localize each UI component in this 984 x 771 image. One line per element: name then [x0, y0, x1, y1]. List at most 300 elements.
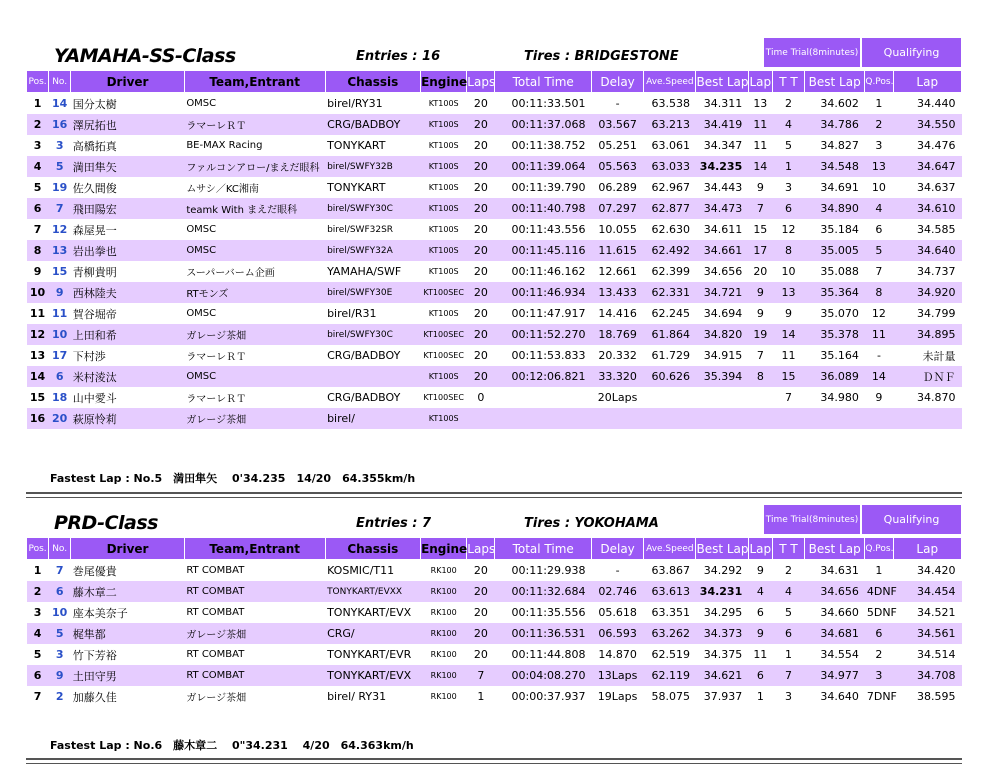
cell-car-number: 5 [49, 623, 71, 644]
table-row [27, 366, 962, 387]
cell-car-number: 10 [49, 324, 71, 345]
cell-ave-speed: 62.245 [651, 307, 690, 320]
cell-qualifying-position: 14 [865, 366, 893, 387]
cell-tt-position: 10 [781, 265, 796, 278]
cell-engine: KT100SEC [423, 393, 464, 402]
cell-ave-speed: 61.864 [644, 324, 696, 345]
cell-pos: 2 [27, 114, 49, 135]
cell-best-lap: 34.311 [703, 97, 743, 110]
cell-tt-best-lap: 34.602 [820, 97, 859, 110]
cell-driver: 座本美奈子 [72, 606, 128, 620]
cell-total-time: 00:11:53.833 [511, 349, 586, 362]
cell-best-lap-number: 11 [753, 648, 768, 661]
cell-tt-best-lap: 34.656 [805, 581, 865, 602]
cell-total-time: 00:11:45.116 [495, 240, 592, 261]
cell-team: RT COMBAT [184, 665, 325, 686]
cell-tt-best-lap: 36.089 [805, 366, 865, 387]
column-header-qualifying-position: Q.Pos. [865, 71, 893, 93]
cell-team: ガレージ茶畑 [184, 324, 325, 345]
section-title-bar [26, 504, 962, 537]
cell-tt-position: 14 [772, 324, 804, 345]
entries-count: Entries : 16 [356, 49, 441, 64]
time-trial-header: Time Trial(8minutes) [763, 37, 861, 68]
cell-pos: 12 [27, 324, 49, 345]
cell-pos: 5 [33, 648, 42, 661]
cell-engine: RK100 [430, 692, 457, 701]
cell-car-number: 5 [49, 156, 71, 177]
cell-tt-position: 3 [784, 690, 792, 703]
cell-driver: 賀谷堀帝 [72, 307, 117, 321]
fastest-lap-note: Fastest Lap : No.5 満田隼矢 0'34.235 14/20 64.355km/h [50, 472, 416, 485]
table-row [27, 560, 962, 582]
cell-engine: RK100 [421, 581, 467, 602]
cell-laps: 20 [467, 156, 495, 177]
cell-tt-position: 2 [784, 97, 792, 110]
cell-laps [467, 408, 495, 429]
column-header-engine: Engine [421, 71, 467, 93]
cell-qualifying-lap: 34.610 [893, 198, 962, 219]
cell-tt-position: 1 [772, 156, 804, 177]
cell-laps: 20 [473, 181, 488, 194]
column-header-total-time: Total Time [495, 538, 592, 560]
cell-qualifying-position: 2 [865, 114, 893, 135]
cell-delay: 14.870 [598, 648, 637, 661]
cell-laps: 20 [473, 139, 488, 152]
column-header-pos: Pos. [27, 538, 49, 560]
cell-best-lap-number: 20 [753, 265, 768, 278]
table-row [27, 93, 962, 115]
cell-engine: KT100SEC [423, 351, 464, 360]
cell-tt-position: 12 [781, 223, 796, 236]
cell-chassis: birel/ [325, 408, 421, 429]
column-header-car-number: No. [49, 538, 71, 560]
cell-best-lap-number: 13 [753, 97, 768, 110]
cell-car-number: 3 [55, 648, 64, 661]
cell-tt-position: 5 [784, 606, 792, 619]
cell-delay: 18.769 [591, 324, 643, 345]
cell-total-time: 00:11:46.934 [495, 282, 592, 303]
cell-engine: RK100 [421, 665, 467, 686]
cell-chassis: birel/SWF32SR [327, 224, 394, 235]
cell-chassis: CRG/BADBOY [325, 114, 421, 135]
cell-qualifying-position: 8 [865, 282, 893, 303]
cell-qualifying-lap: 34.561 [893, 623, 962, 644]
cell-driver: 森屋晃一 [72, 223, 117, 237]
column-header-pos: Pos. [27, 71, 49, 93]
cell-chassis: CRG/ [325, 623, 421, 644]
cell-best-lap: 34.611 [703, 223, 743, 236]
cell-best-lap-number: 15 [753, 223, 768, 236]
results-table [26, 70, 962, 429]
cell-driver: 国分太樹 [72, 97, 117, 111]
cell-team: ラマーレＲＴ [186, 352, 247, 363]
cell-laps: 20 [467, 324, 495, 345]
cell-delay: 11.615 [591, 240, 643, 261]
cell-car-number: 2 [55, 690, 64, 703]
cell-total-time: 00:11:43.556 [511, 223, 586, 236]
cell-driver: 土田守男 [71, 665, 185, 686]
cell-ave-speed: 63.262 [644, 623, 696, 644]
column-header-delay: Delay [591, 538, 643, 560]
column-header-tt-best-lap: Best Lap [805, 71, 865, 93]
cell-laps: 20 [473, 223, 488, 236]
cell-chassis: TONYKART [327, 139, 386, 152]
column-header-tt-position: T T [772, 71, 804, 93]
cell-total-time [495, 408, 592, 429]
cell-tt-position: 6 [772, 623, 804, 644]
cell-team: RT COMBAT [186, 565, 245, 576]
cell-best-lap [696, 408, 748, 429]
cell-car-number: 13 [49, 240, 71, 261]
cell-qualifying-position: 9 [875, 391, 883, 404]
cell-tt-position: 11 [781, 349, 796, 362]
column-header-laps: Laps [467, 538, 495, 560]
cell-delay: 13.433 [591, 282, 643, 303]
cell-total-time: 00:04:08.270 [495, 665, 592, 686]
qualifying-header: Qualifying [861, 37, 962, 68]
cell-qualifying-position: 3 [865, 665, 893, 686]
cell-ave-speed: 63.061 [651, 139, 690, 152]
cell-qualifying-position [865, 408, 893, 429]
cell-chassis: birel/SWFY32A [325, 240, 421, 261]
cell-best-lap-number: 11 [748, 114, 772, 135]
column-header-engine: Engine [421, 538, 467, 560]
cell-engine: KT100S [421, 198, 467, 219]
cell-driver: 佐久間俊 [72, 181, 117, 195]
cell-best-lap: 34.820 [696, 324, 748, 345]
cell-qualifying-lap: 34.550 [893, 114, 962, 135]
column-header-driver: Driver [71, 538, 185, 560]
table-row [27, 219, 962, 240]
cell-delay: 05.563 [591, 156, 643, 177]
cell-tt-best-lap: 34.786 [805, 114, 865, 135]
cell-qualifying-lap: 34.870 [917, 391, 956, 404]
cell-laps: 20 [473, 349, 488, 362]
cell-car-number: 17 [52, 349, 68, 362]
cell-delay: 06.289 [598, 181, 637, 194]
cell-team: OMSC [186, 98, 217, 109]
cell-driver: 西林陸夫 [71, 282, 185, 303]
cell-qualifying-position: 7DNF [866, 690, 897, 703]
column-header-laps: Laps [467, 71, 495, 93]
cell-tt-best-lap: 34.681 [805, 623, 865, 644]
cell-best-lap: 34.621 [696, 665, 748, 686]
column-header-ave-speed: Ave.Speed [644, 538, 696, 560]
cell-qualifying-position: 7 [875, 265, 883, 278]
class-title: YAMAHA-SS-Class [54, 45, 236, 67]
cell-qualifying-position: 2 [875, 648, 883, 661]
cell-car-number: 12 [52, 223, 68, 236]
column-header-best-lap: Best Lap [696, 538, 748, 560]
table-row [27, 240, 962, 261]
cell-tt-best-lap: 34.890 [805, 198, 865, 219]
cell-laps: 20 [473, 606, 488, 619]
cell-qualifying-lap: 34.514 [917, 648, 956, 661]
cell-total-time: 00:11:36.531 [495, 623, 592, 644]
cell-car-number: 9 [49, 282, 71, 303]
cell-ave-speed: 62.492 [644, 240, 696, 261]
cell-total-time: 00:11:44.808 [511, 648, 586, 661]
cell-engine: RK100 [430, 566, 457, 575]
cell-tt-best-lap: 34.827 [820, 139, 859, 152]
cell-qualifying-lap: 34.476 [917, 139, 956, 152]
results-table [26, 537, 962, 707]
cell-laps: 20 [467, 581, 495, 602]
cell-ave-speed: 62.877 [644, 198, 696, 219]
column-header-team: Team,Entrant [184, 538, 325, 560]
cell-pos: 1 [33, 564, 42, 577]
cell-engine: KT100S [428, 309, 459, 318]
cell-chassis: YAMAHA/SWF [327, 265, 402, 278]
cell-team: ラマーレＲＴ [184, 114, 325, 135]
cell-laps: 20 [467, 240, 495, 261]
cell-delay: 05.251 [598, 139, 637, 152]
cell-best-lap-number: 9 [756, 307, 764, 320]
table-row [27, 387, 962, 408]
cell-chassis: CRG/BADBOY [327, 391, 401, 404]
cell-best-lap: 34.915 [703, 349, 743, 362]
cell-qualifying-position: 13 [865, 156, 893, 177]
cell-chassis: CRG/BADBOY [327, 349, 401, 362]
cell-laps: 20 [473, 97, 488, 110]
table-row [27, 408, 962, 429]
cell-driver: 満田隼矢 [71, 156, 185, 177]
cell-engine: KT100S [428, 183, 459, 192]
cell-team: ムサシ／KC湘南 [186, 184, 259, 195]
header-row [27, 538, 962, 560]
cell-team: RT COMBAT [186, 607, 245, 618]
column-header-tt-best-lap: Best Lap [805, 538, 865, 560]
cell-pos: 11 [29, 307, 46, 320]
cell-ave-speed: 62.519 [651, 648, 690, 661]
cell-best-lap: 34.347 [703, 139, 743, 152]
cell-tt-position: 15 [772, 366, 804, 387]
cell-engine: KT100SEC [421, 282, 467, 303]
cell-delay [591, 408, 643, 429]
cell-tt-best-lap: 35.164 [820, 349, 859, 362]
cell-tt-best-lap: 35.184 [820, 223, 859, 236]
cell-tt-best-lap: 35.088 [820, 265, 859, 278]
cell-pos: 8 [27, 240, 49, 261]
cell-qualifying-position: 11 [865, 324, 893, 345]
cell-engine: KT100S [421, 156, 467, 177]
cell-total-time: 00:11:32.684 [495, 581, 592, 602]
cell-chassis: birel/SWFY30C [325, 324, 421, 345]
cell-pos: 6 [27, 198, 49, 219]
cell-engine: KT100SEC [421, 324, 467, 345]
cell-tt-position: 9 [784, 307, 792, 320]
cell-best-lap-number: 9 [756, 181, 764, 194]
cell-driver: 岩出拳也 [71, 240, 185, 261]
cell-total-time: 00:11:39.790 [511, 181, 586, 194]
cell-driver: 萩原怜莉 [71, 408, 185, 429]
cell-qualifying-lap: 未計量 [922, 349, 956, 363]
cell-total-time: 00:11:35.556 [511, 606, 586, 619]
cell-ave-speed [644, 387, 696, 408]
cell-tt-best-lap: 34.660 [820, 606, 859, 619]
cell-best-lap-number: 11 [753, 139, 768, 152]
cell-delay: 13Laps [591, 665, 643, 686]
cell-best-lap-number: 9 [756, 564, 764, 577]
cell-chassis: birel/ RY31 [327, 690, 387, 703]
cell-laps: 1 [477, 690, 485, 703]
cell-pos: 13 [29, 349, 46, 362]
cell-best-lap-number: 1 [756, 690, 764, 703]
cell-engine: KT100S [428, 267, 459, 276]
cell-best-lap: 35.394 [696, 366, 748, 387]
cell-chassis: TONYKART/EVR [327, 648, 412, 661]
cell-total-time: 00:11:29.938 [511, 564, 586, 577]
cell-pos: 14 [27, 366, 49, 387]
cell-best-lap-number: 6 [756, 606, 764, 619]
cell-best-lap-number: 4 [748, 581, 772, 602]
cell-pos: 9 [33, 265, 42, 278]
cell-engine: KT100S [428, 141, 459, 150]
cell-best-lap-number: 7 [748, 198, 772, 219]
cell-team: teamk With まえだ眼科 [184, 198, 325, 219]
cell-ave-speed: 62.331 [644, 282, 696, 303]
cell-delay: 07.297 [591, 198, 643, 219]
cell-qualifying-position: 5 [865, 240, 893, 261]
column-header-chassis: Chassis [325, 538, 421, 560]
cell-car-number: 6 [49, 366, 71, 387]
cell-total-time: 00:11:37.068 [495, 114, 592, 135]
cell-tt-position: 4 [772, 581, 804, 602]
cell-laps: 20 [473, 265, 488, 278]
cell-delay: 06.593 [591, 623, 643, 644]
cell-team: OMSC [184, 366, 325, 387]
cell-total-time: 00:11:52.270 [495, 324, 592, 345]
cell-qualifying-lap: 34.440 [917, 97, 956, 110]
cell-pos: 3 [33, 139, 42, 152]
cell-laps: 20 [467, 198, 495, 219]
cell-best-lap-number: 19 [748, 324, 772, 345]
cell-chassis: birel/R31 [327, 307, 377, 320]
cell-total-time: 00:11:47.917 [511, 307, 586, 320]
cell-qualifying-lap: 34.420 [917, 564, 956, 577]
cell-delay: 03.567 [591, 114, 643, 135]
cell-pos: 4 [27, 156, 49, 177]
cell-car-number: 15 [52, 265, 68, 278]
cell-pos: 5 [33, 181, 42, 194]
cell-engine: KT100S [428, 99, 459, 108]
cell-team: ラマーレＲＴ [186, 394, 247, 405]
cell-engine: RK100 [421, 623, 467, 644]
cell-ave-speed: 62.630 [651, 223, 690, 236]
cell-ave-speed: 63.538 [651, 97, 690, 110]
cell-driver: 下村渉 [72, 349, 106, 363]
section-divider [26, 492, 962, 498]
cell-team: ガレージ茶畑 [184, 408, 325, 429]
cell-driver: 澤尻拓也 [71, 114, 185, 135]
time-trial-header: Time Trial(8minutes) [763, 504, 861, 535]
cell-best-lap: 34.375 [703, 648, 743, 661]
cell-pos: 7 [33, 690, 42, 703]
cell-chassis: TONYKART/EVX [325, 665, 421, 686]
cell-car-number: 16 [49, 114, 71, 135]
cell-car-number: 10 [52, 606, 68, 619]
cell-best-lap-number: 6 [748, 665, 772, 686]
cell-tt-best-lap: 34.691 [820, 181, 859, 194]
cell-tt-best-lap: 34.548 [805, 156, 865, 177]
cell-delay: 14.416 [598, 307, 637, 320]
table-row [27, 324, 962, 345]
cell-team: RTモンズ [184, 282, 325, 303]
cell-driver: 飛田陽宏 [71, 198, 185, 219]
cell-chassis: TONYKART/EVX [327, 606, 412, 619]
cell-car-number: 7 [49, 198, 71, 219]
cell-delay: 19Laps [597, 690, 638, 703]
cell-car-number: 11 [52, 307, 68, 320]
cell-qualifying-position: - [876, 349, 881, 362]
cell-qualifying-position: 12 [871, 307, 886, 320]
cell-qualifying-lap: 34.637 [917, 181, 956, 194]
cell-delay: 33.320 [591, 366, 643, 387]
cell-qualifying-lap: 34.585 [917, 223, 956, 236]
cell-qualifying-position: 10 [871, 181, 886, 194]
table-row [27, 261, 962, 282]
cell-tt-best-lap: 35.378 [805, 324, 865, 345]
table-row [27, 135, 962, 156]
column-header-ave-speed: Ave.Speed [644, 71, 696, 93]
cell-qualifying-position: 4 [865, 198, 893, 219]
column-header-total-time: Total Time [495, 71, 592, 93]
cell-best-lap-number: 9 [748, 623, 772, 644]
cell-engine: KT100S [421, 366, 467, 387]
cell-laps: 20 [467, 366, 495, 387]
cell-pos: 16 [27, 408, 49, 429]
cell-laps: 20 [473, 307, 488, 320]
cell-car-number: 14 [52, 97, 68, 110]
cell-pos: 3 [33, 606, 42, 619]
cell-ave-speed: 62.399 [651, 265, 690, 278]
cell-ave-speed: 61.729 [651, 349, 690, 362]
cell-best-lap: 34.473 [696, 198, 748, 219]
cell-chassis: birel/SWFY30C [325, 198, 421, 219]
cell-tt-position: 6 [772, 198, 804, 219]
cell-tt-best-lap: 35.005 [805, 240, 865, 261]
cell-chassis [325, 366, 421, 387]
cell-driver: 梶隼都 [71, 623, 185, 644]
cell-tt-position: 3 [784, 181, 792, 194]
table-row [27, 623, 962, 644]
cell-best-lap: 34.295 [703, 606, 743, 619]
column-header-delay: Delay [591, 71, 643, 93]
cell-engine: RK100 [430, 608, 457, 617]
cell-team: ガレージ茶畑 [186, 693, 247, 704]
header-row [27, 71, 962, 93]
cell-pos: 10 [27, 282, 49, 303]
cell-tt-position: 1 [784, 648, 792, 661]
cell-delay: 20.332 [598, 349, 637, 362]
cell-total-time: 00:11:33.501 [511, 97, 586, 110]
cell-qualifying-lap: 34.895 [893, 324, 962, 345]
cell-laps: 0 [477, 391, 485, 404]
cell-delay: - [615, 97, 620, 110]
cell-team: スーパーバーム企画 [186, 268, 275, 279]
cell-qualifying-lap: 34.521 [917, 606, 956, 619]
column-header-team: Team,Entrant [184, 71, 325, 93]
table-row [27, 345, 962, 366]
cell-best-lap: 34.419 [696, 114, 748, 135]
cell-laps: 20 [467, 623, 495, 644]
cell-team: BE-MAX Racing [186, 140, 263, 151]
cell-tt-best-lap: 34.554 [820, 648, 859, 661]
cell-tt-position: 7 [772, 665, 804, 686]
cell-best-lap: 34.694 [703, 307, 743, 320]
cell-driver: 青柳貴明 [72, 265, 117, 279]
cell-engine: RK100 [430, 650, 457, 659]
